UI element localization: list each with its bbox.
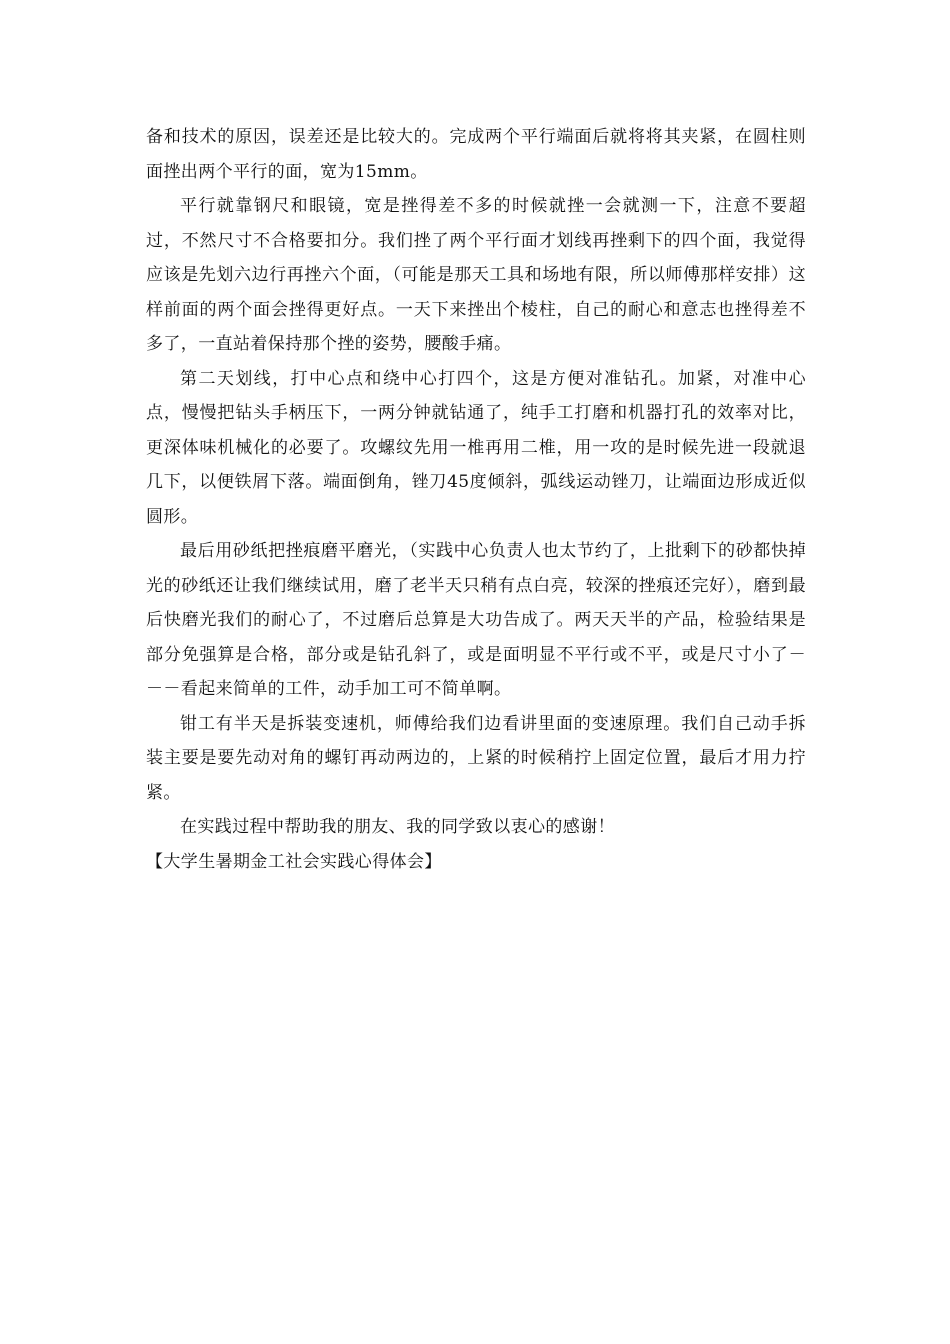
paragraph-drilling: 第二天划线，打中心点和绕中心打四个，这是方便对准钻孔。加紧，对准中心点，慢慢把钻头手柄压下，一两分钟就钻通了，纯手工打磨和机器打孔的效率对比，更深体味机械化的必要了。攻螺纹先用一椎再用二椎，用一攻的是时候先进一段就退几下，以便铁屑下落。端面倒角，锉刀45度倾斜，弧线运动锉刀，让端面边形成近似圆形。 (146, 368, 806, 527)
document-body (146, 120, 806, 879)
document-footer-title: 【大学生暑期金工社会实践心得体会】 (146, 851, 442, 872)
paragraph-polishing: 最后用砂纸把挫痕磨平磨光，（实践中心负责人也太节约了，上批剩下的砂都快掉光的砂纸还让我们继续试用，磨了老半天只稍有点白亮，较深的挫痕还完好），磨到最后快磨光我们的耐心了，不过磨后总算是大功告成了。两天天半的产品，检验结果是部分免强算是合格，部分或是钻孔斜了，或是面明显不平行或不平，或是尺寸小了－－－看起来简单的工件，动手加工可不简单啊。 (146, 541, 806, 699)
paragraph-thanks: 在实践过程中帮助我的朋友、我的同学致以衷心的感谢！ (180, 817, 615, 837)
paragraph-filing-parallel: 平行就靠钢尺和眼镜，宽是挫得差不多的时候就挫一会就测一下，注意不要超过，不然尺寸不合格要扣分。我们挫了两个平行面才划线再挫剩下的四个面，我觉得应该是先划六边行再挫六个面，（可能是那天工具和场地有限，所以师傅那样安排）这样前面的两个面会挫得更好点。一天下来挫出个棱柱，自己的耐心和意志也挫得差不多了，一直站着保持那个挫的姿势，腰酸手痛。 (146, 196, 806, 354)
paragraph-gearbox: 钳工有半天是拆装变速机，师傅给我们边看讲里面的变速原理。我们自己动手拆装主要是要先动对角的螺钉再动两边的，上紧的时候稍拧上固定位置，最后才用力拧紧。 (146, 713, 806, 803)
paragraph-continuation: 备和技术的原因，误差还是比较大的。完成两个平行端面后就将将其夹紧，在圆柱则面挫出两个平行的面，宽为15mm。 (146, 127, 806, 182)
